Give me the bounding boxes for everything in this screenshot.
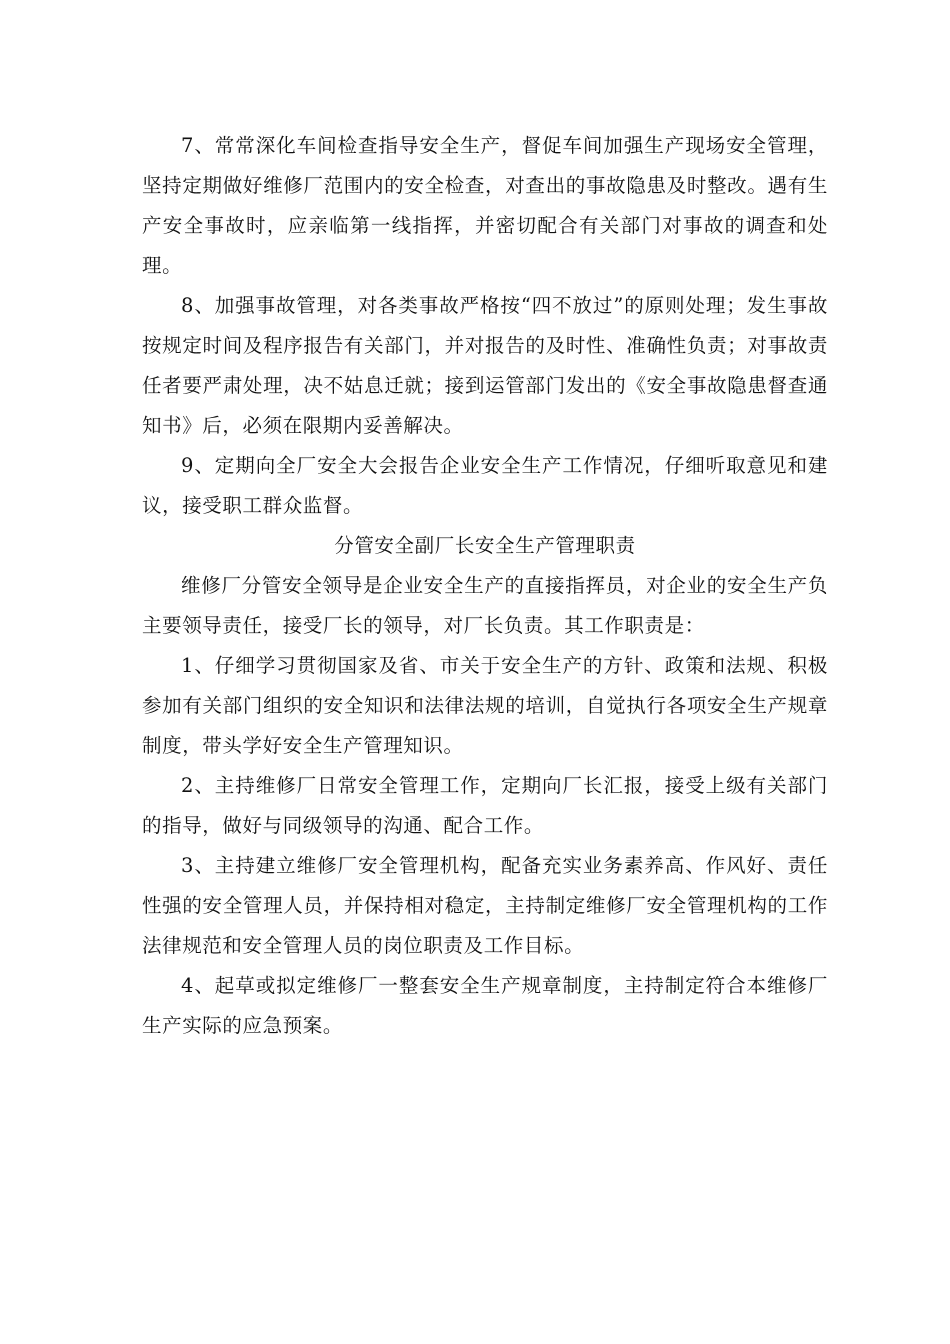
paragraph-duty-3: 3、主持建立维修厂安全管理机构，配备充实业务素养高、作风好、责任性强的安全管理人员，并保持相对稳定，主持制定维修厂安全管理机构的工作法律规范和安全管理人员的岗位职责及工作目标。 [142,854,828,957]
paragraph-intro: 维修厂分管安全领导是企业安全生产的直接指挥员，对企业的安全生产负主要领导责任，接受厂长的领导，对厂长负责。其工作职责是： [142,574,828,637]
paragraph-item-7: 7、常常深化车间检查指导安全生产，督促车间加强生产现场安全管理，坚持定期做好维修厂范围内的安全检查，对查出的事故隐患及时整改。遇有生产安全事故时，应亲临第一线指挥，并密切配合有关部门对事故的调查和处理。 [142,134,828,277]
paragraph-duty-4: 4、起草或拟定维修厂一整套安全生产规章制度，主持制定符合本维修厂生产实际的应急预案。 [142,974,828,1037]
section-title: 分管安全副厂长安全生产管理职责 [334,534,636,557]
paragraph-item-9: 9、定期向全厂安全大会报告企业安全生产工作情况，仔细听取意见和建议，接受职工群众监督。 [142,454,828,517]
document-body [142,126,828,1046]
paragraph-item-8: 8、加强事故管理，对各类事故严格按“四不放过”的原则处理；发生事故按规定时间及程序报告有关部门，并对报告的及时性、准确性负责；对事故责任者要严肃处理，决不姑息迁就；接到运管部门发出的《安全事故隐患督查通知书》后，必须在限期内妥善解决。 [142,294,828,437]
paragraph-duty-2: 2、主持维修厂日常安全管理工作，定期向厂长汇报，接受上级有关部门的指导，做好与同级领导的沟通、配合工作。 [142,774,828,837]
paragraph-duty-1: 1、仔细学习贯彻国家及省、市关于安全生产的方针、政策和法规、积极参加有关部门组织的安全知识和法律法规的培训，自觉执行各项安全生产规章制度，带头学好安全生产管理知识。 [142,654,828,757]
